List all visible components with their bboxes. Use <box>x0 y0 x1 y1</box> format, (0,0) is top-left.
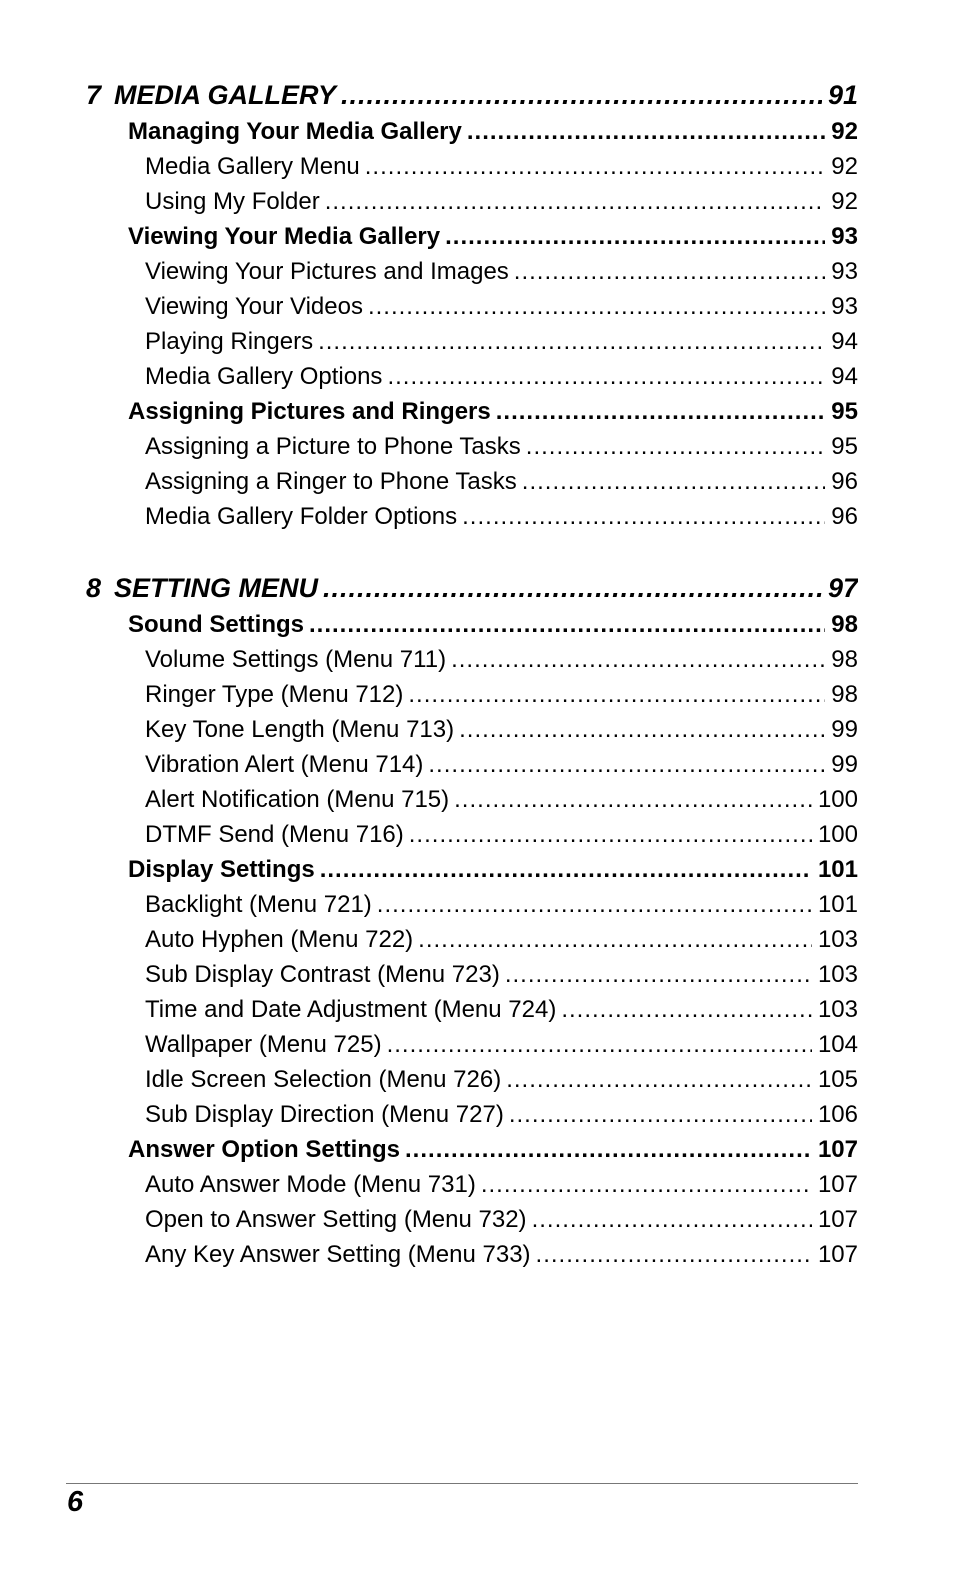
entry-title: Any Key Answer Setting (Menu 733) <box>145 1241 531 1268</box>
toc-entry <box>86 1167 858 1202</box>
chapter-title-text: SETTING MENU <box>114 573 319 603</box>
section-heading <box>86 852 858 887</box>
entry-title: Key Tone Length (Menu 713) <box>145 716 455 743</box>
page-ref: 107 <box>817 1171 858 1198</box>
chapter-block <box>86 570 858 1272</box>
chapter-title <box>86 77 336 114</box>
dot-leader <box>481 1167 812 1202</box>
toc-entry <box>86 1202 858 1237</box>
page-ref: 95 <box>831 433 858 460</box>
dot-leader <box>341 77 822 114</box>
dot-leader <box>532 1202 812 1237</box>
chapter-heading <box>86 570 858 607</box>
page-ref: 98 <box>831 611 858 638</box>
section-title: Sound Settings <box>128 611 304 638</box>
toc-entry <box>86 1237 858 1272</box>
chapter-number: 8 <box>86 573 102 603</box>
entry-title: Viewing Your Pictures and Images <box>145 258 509 285</box>
dot-leader <box>320 852 812 887</box>
dot-leader <box>368 289 825 324</box>
toc-entry <box>86 1062 858 1097</box>
chapter-block <box>86 77 858 534</box>
dot-leader <box>561 992 812 1027</box>
page-ref: 95 <box>831 398 858 425</box>
dot-leader <box>522 464 826 499</box>
chapter-number: 7 <box>86 80 102 110</box>
toc-entry <box>86 642 858 677</box>
page-ref: 106 <box>817 1101 858 1128</box>
toc-entry <box>86 782 858 817</box>
chapter-title-text: MEDIA GALLERY <box>114 80 337 110</box>
page-ref: 107 <box>817 1241 858 1268</box>
section-heading <box>86 114 858 149</box>
section-title: Viewing Your Media Gallery <box>128 223 441 250</box>
dot-leader <box>459 712 825 747</box>
dot-leader <box>323 570 822 607</box>
page-ref: 105 <box>817 1066 858 1093</box>
entry-title: Idle Screen Selection (Menu 726) <box>145 1066 502 1093</box>
toc-entry <box>86 712 858 747</box>
page-ref: 93 <box>831 258 858 285</box>
dot-leader <box>526 429 826 464</box>
page-ref: 104 <box>817 1031 858 1058</box>
entry-title: Assigning a Ringer to Phone Tasks <box>145 468 517 495</box>
entry-title: Time and Date Adjustment (Menu 724) <box>145 996 557 1023</box>
page-ref: 99 <box>831 751 858 778</box>
page-ref: 103 <box>817 996 858 1023</box>
page-ref: 107 <box>817 1206 858 1233</box>
entry-title: Ringer Type (Menu 712) <box>145 681 404 708</box>
dot-leader <box>309 607 825 642</box>
dot-leader <box>405 1132 812 1167</box>
page-ref: 92 <box>831 118 858 145</box>
page-ref: 92 <box>831 188 858 215</box>
dot-leader <box>408 677 825 712</box>
dot-leader <box>387 1027 812 1062</box>
page-ref: 100 <box>817 786 858 813</box>
page-ref: 91 <box>827 80 858 110</box>
dot-leader <box>325 184 826 219</box>
toc-entry <box>86 149 858 184</box>
page-ref: 98 <box>831 646 858 673</box>
page-ref: 96 <box>831 468 858 495</box>
dot-leader <box>318 324 825 359</box>
page-ref: 94 <box>831 328 858 355</box>
dot-leader <box>454 782 812 817</box>
dot-leader <box>496 394 826 429</box>
toc-entry <box>86 887 858 922</box>
section-heading <box>86 607 858 642</box>
entry-title: Playing Ringers <box>145 328 314 355</box>
toc-entry <box>86 254 858 289</box>
toc-entry <box>86 677 858 712</box>
page-ref: 97 <box>827 573 858 603</box>
chapter-heading <box>86 77 858 114</box>
toc-entry <box>86 464 858 499</box>
section-heading <box>86 1132 858 1167</box>
section-title: Answer Option Settings <box>128 1136 401 1163</box>
page-ref: 98 <box>831 681 858 708</box>
toc-entry <box>86 324 858 359</box>
toc-entry <box>86 922 858 957</box>
toc-entry <box>86 429 858 464</box>
entry-title: Media Gallery Folder Options <box>145 503 458 530</box>
entry-title: Volume Settings (Menu 711) <box>145 646 447 673</box>
dot-leader <box>505 957 812 992</box>
entry-title: Sub Display Direction (Menu 727) <box>145 1101 504 1128</box>
entry-title: Viewing Your Videos <box>145 293 363 320</box>
toc-entry <box>86 359 858 394</box>
page-ref: 100 <box>817 821 858 848</box>
toc-entry <box>86 747 858 782</box>
dot-leader <box>418 922 812 957</box>
dot-leader <box>509 1097 812 1132</box>
entry-title: Open to Answer Setting (Menu 732) <box>145 1206 527 1233</box>
dot-leader <box>506 1062 812 1097</box>
dot-leader <box>387 359 825 394</box>
toc-entry <box>86 992 858 1027</box>
entry-title: Media Gallery Menu <box>145 153 360 180</box>
chapter-title <box>86 570 318 607</box>
page-ref: 101 <box>817 891 858 918</box>
entry-title: Auto Hyphen (Menu 722) <box>145 926 414 953</box>
page-ref: 103 <box>817 961 858 988</box>
section-heading <box>86 394 858 429</box>
page-ref: 107 <box>817 1136 858 1163</box>
toc-entry <box>86 289 858 324</box>
dot-leader <box>428 747 825 782</box>
dot-leader <box>514 254 826 289</box>
entry-title: Assigning a Picture to Phone Tasks <box>145 433 521 460</box>
entry-title: Media Gallery Options <box>145 363 383 390</box>
entry-title: Backlight (Menu 721) <box>145 891 372 918</box>
section-heading <box>86 219 858 254</box>
dot-leader <box>467 114 825 149</box>
page-ref: 99 <box>831 716 858 743</box>
toc-entry <box>86 499 858 534</box>
page-ref: 96 <box>831 503 858 530</box>
entry-title: Using My Folder <box>145 188 320 215</box>
dot-leader <box>462 499 825 534</box>
dot-leader <box>409 817 812 852</box>
page-number: 6 <box>67 1486 84 1518</box>
page-ref: 93 <box>831 293 858 320</box>
page-ref: 92 <box>831 153 858 180</box>
entry-title: Auto Answer Mode (Menu 731) <box>145 1171 476 1198</box>
toc-entry <box>86 184 858 219</box>
footer-divider <box>66 1483 858 1484</box>
section-title: Managing Your Media Gallery <box>128 118 462 145</box>
toc-entry <box>86 1097 858 1132</box>
toc-entry <box>86 1027 858 1062</box>
dot-leader <box>365 149 826 184</box>
entry-title: Sub Display Contrast (Menu 723) <box>145 961 500 988</box>
page-ref: 103 <box>817 926 858 953</box>
toc-entry <box>86 957 858 992</box>
section-title: Assigning Pictures and Ringers <box>128 398 491 425</box>
section-title: Display Settings <box>128 856 315 883</box>
dot-leader <box>445 219 825 254</box>
dot-leader <box>377 887 812 922</box>
entry-title: Alert Notification (Menu 715) <box>145 786 450 813</box>
dot-leader <box>451 642 825 677</box>
entry-title: Wallpaper (Menu 725) <box>145 1031 382 1058</box>
dot-leader <box>536 1237 812 1272</box>
page-ref: 94 <box>831 363 858 390</box>
page-ref: 101 <box>817 856 858 883</box>
entry-title: Vibration Alert (Menu 714) <box>145 751 424 778</box>
page-ref: 93 <box>831 223 858 250</box>
entry-title: DTMF Send (Menu 716) <box>145 821 404 848</box>
toc-entry <box>86 817 858 852</box>
